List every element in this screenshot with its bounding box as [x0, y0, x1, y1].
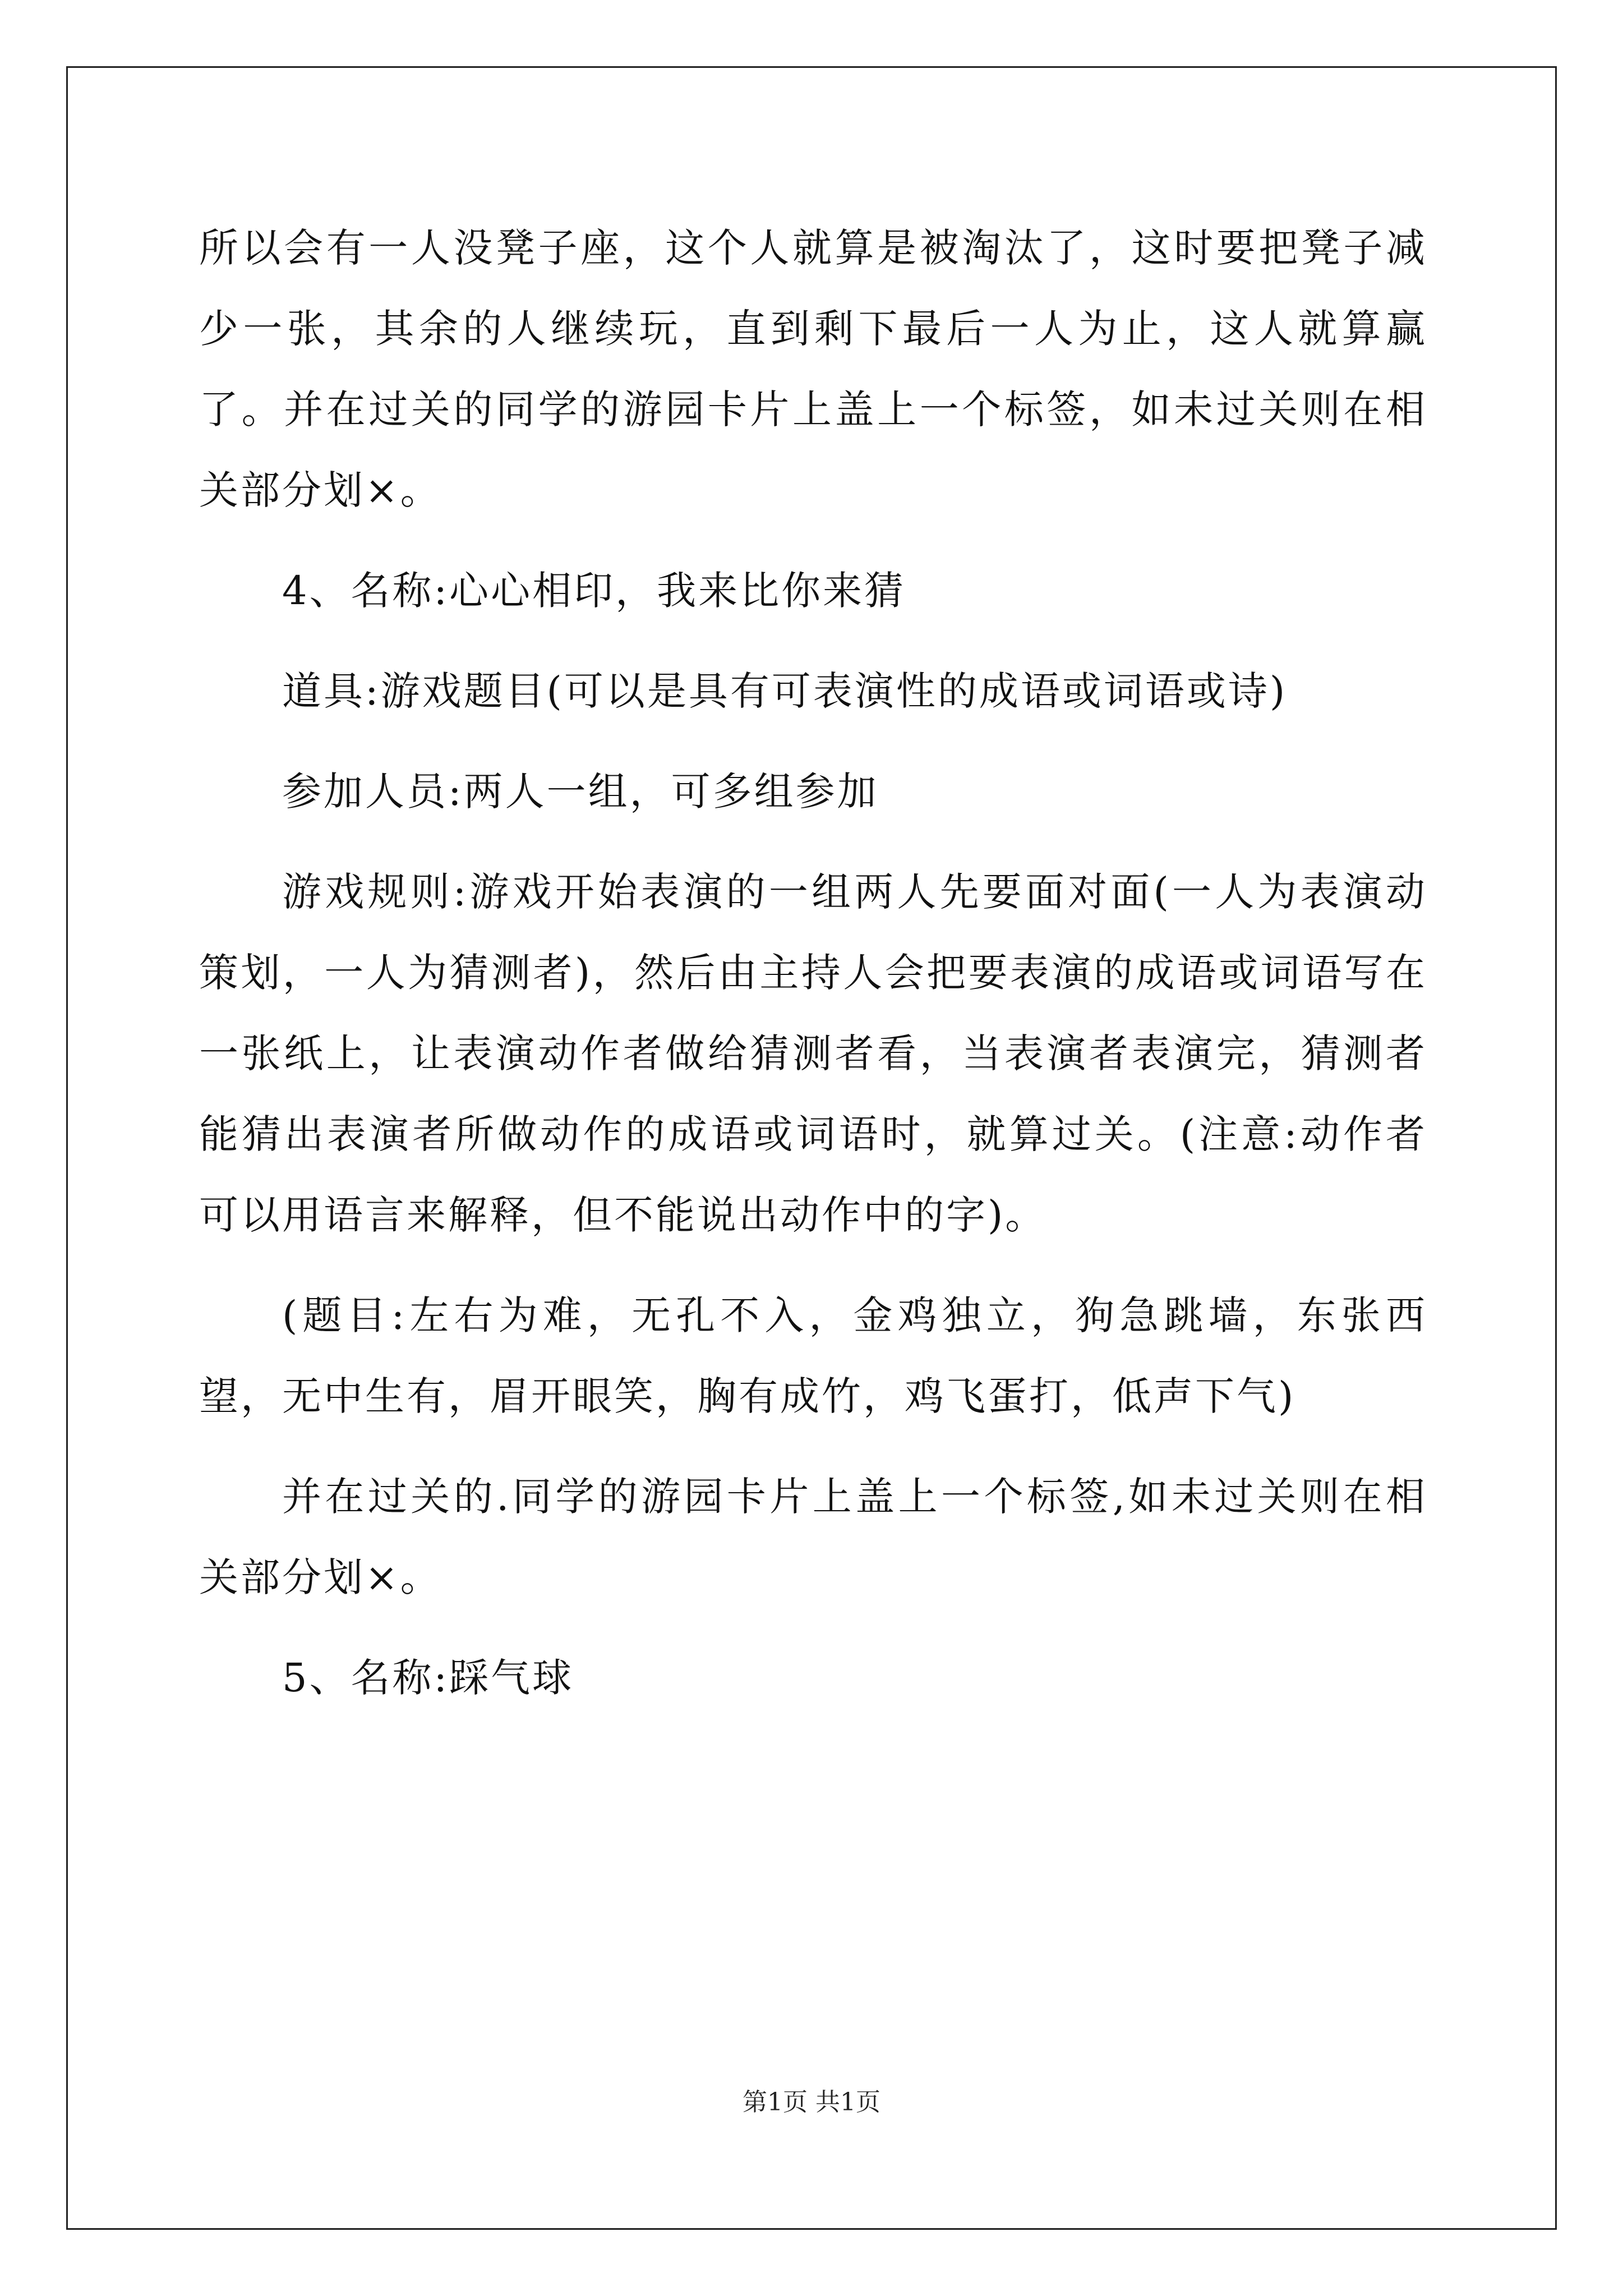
document-body [199, 208, 1427, 1738]
paragraph-game5-title: 5、名称:踩气球 [282, 1655, 574, 1701]
paragraph-game4-props: 道具:游戏题目(可以是具有可表演性的成语或词语或诗) [282, 668, 1288, 714]
paragraph-game4-rules: 游戏规则:游戏开始表演的一组两人先要面对面(一人为表演动策划，一人为猜测者)，然后由主持人会把要表演的成语或词语写在一张纸上，让表演动作者做给猜测者看，当表演者表演完，猜测者能猜出表演者所做动作的成语或词语时，就算过关。(注意:动作者可以用语言来解释，但不能说出动作中的字)。 [199, 869, 1427, 1238]
paragraph-game4-participants: 参加人员:两人一组，可多组参加 [282, 769, 879, 815]
paragraph-game4-stamp: 并在过关的.同学的游园卡片上盖上一个标签,如未过关则在相关部分划×。 [199, 1474, 1427, 1600]
paragraph-game4-title: 4、名称:心心相印，我来比你来猜 [282, 568, 906, 614]
paragraph-game4-topics: (题目:左右为难，无孔不入，金鸡独立，狗急跳墙，东张西望，无中生有，眉开眼笑，胸有成竹，鸡飞蛋打，低声下气) [199, 1292, 1427, 1419]
page-footer: 第1页 共1页 [743, 2088, 880, 2116]
paragraph-continuation: 所以会有一人没凳子座，这个人就算是被淘汰了，这时要把凳子减少一张，其余的人继续玩，直到剩下最后一人为止，这人就算赢了。并在过关的同学的游园卡片上盖上一个标签，如未过关则在相关部分划×。 [199, 225, 1427, 513]
